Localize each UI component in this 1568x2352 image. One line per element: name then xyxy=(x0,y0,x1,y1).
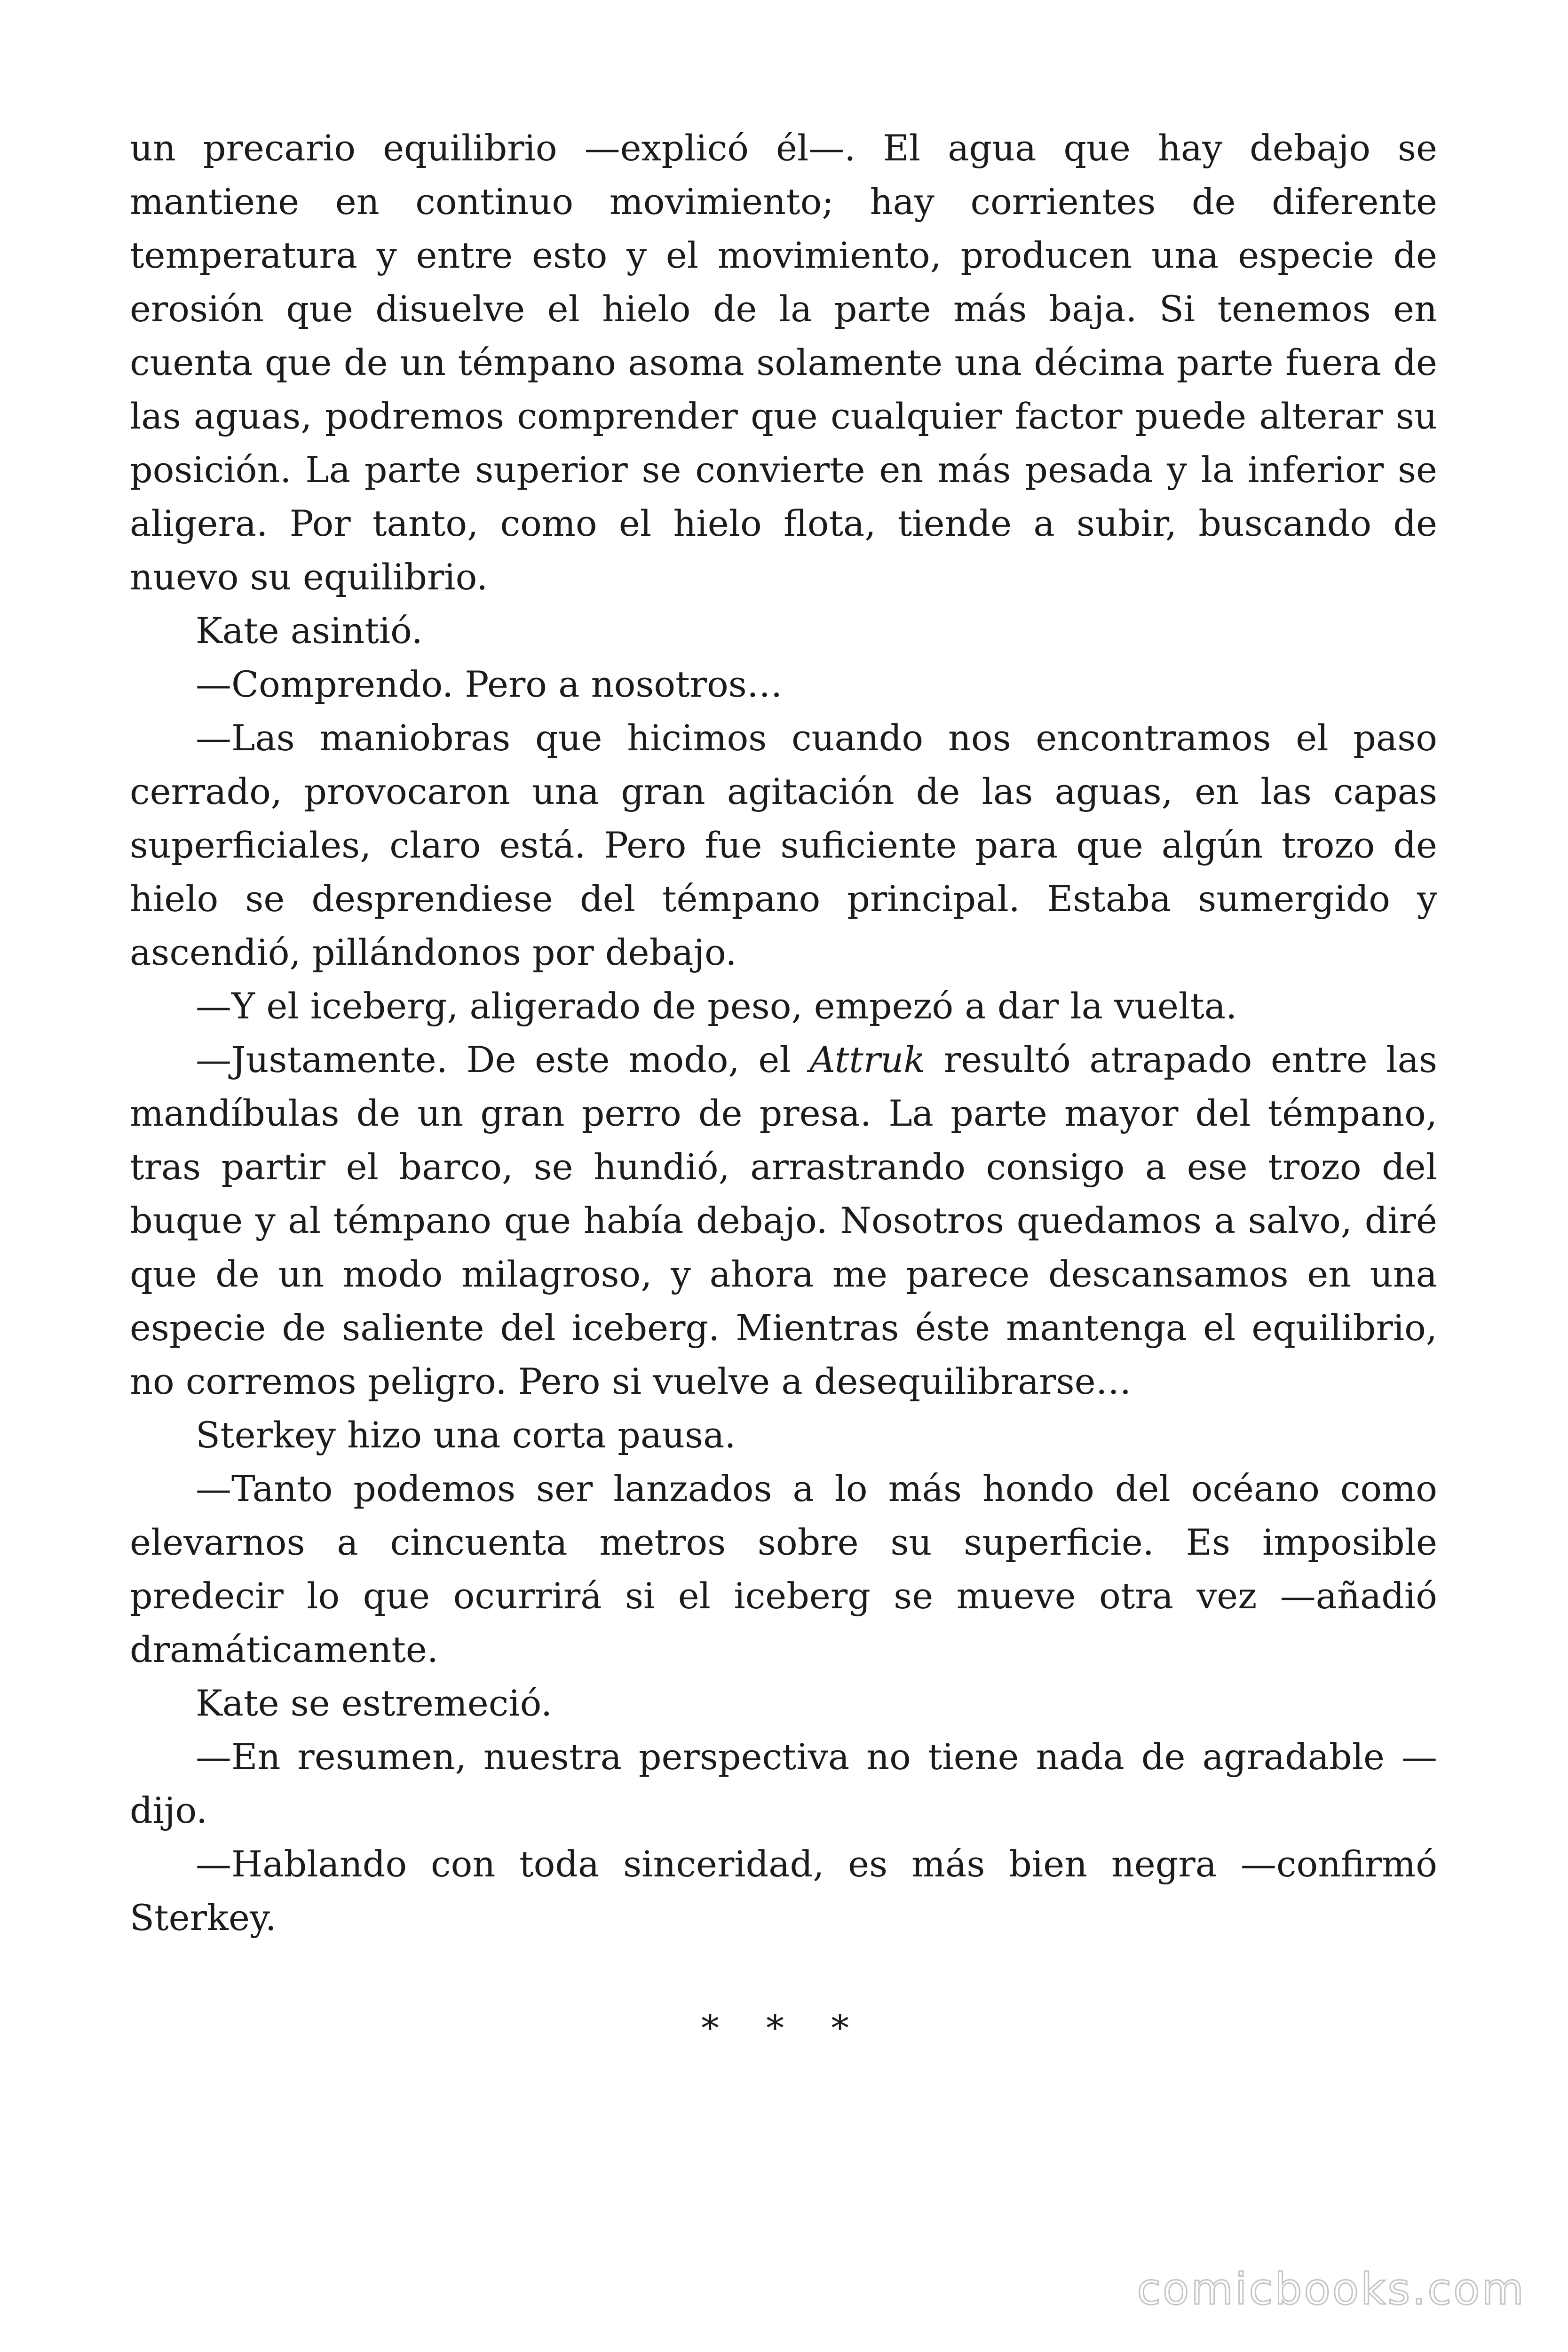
page-text-body xyxy=(130,121,1437,1945)
ship-name-italic: Attruk xyxy=(809,1039,926,1081)
paragraph-maniobras: —Las maniobras que hicimos cuando nos encontramos el paso cerrado, provocaron una gran agitación de las aguas, en las capas superficiales, claro está. Pero fue suficiente para que algún trozo de hielo se desprendiese del témpano principal. Estaba sumergido y ascendió, pillándonos por debajo. xyxy=(130,717,1437,973)
watermark: comicbooks.com xyxy=(1137,2264,1526,2314)
paragraph-comprendo: —Comprendo. Pero a nosotros… xyxy=(196,663,783,705)
paragraph-kate-estremecio: Kate se estremeció. xyxy=(196,1682,553,1724)
paragraph-justamente xyxy=(130,1033,1437,1408)
paragraph-hablando: —Hablando con toda sinceridad, es más bien negra —confirmó Sterkey. xyxy=(130,1843,1437,1939)
paragraph-continuation: un precario equilibrio —explicó él—. El agua que hay debajo se mantiene en continuo movimiento; hay corrientes de diferente temperatura y entre esto y el movimiento, producen una especie de erosión que disuelve el hielo de la parte más baja. Si tenemos en cuenta que de un témpano asoma solamente una décima parte fuera de las aguas, podremos comprender que cualquier factor puede alterar su posición. La parte superior se convierte en más pesada y la inferior se aligera. Por tanto, como el hielo flota, tiende a subir, buscando de nuevo su equilibrio. xyxy=(130,127,1437,598)
paragraph-en-resumen: —En resumen, nuestra perspectiva no tiene nada de agradable —dijo. xyxy=(130,1736,1437,1831)
paragraph-justamente-start: —Justamente. De este modo, el xyxy=(196,1039,810,1081)
paragraph-kate-asintio: Kate asintió. xyxy=(196,610,423,652)
paragraph-tanto-podemos: —Tanto podemos ser lanzados a lo más hondo del océano como elevarnos a cincuenta metros sobre su superficie. Es imposible predecir lo que ocurrirá si el iceberg se mueve otra vez —añadió dramáticamente. xyxy=(130,1468,1437,1670)
paragraph-sterkey-pausa: Sterkey hizo una corta pausa. xyxy=(196,1414,736,1456)
paragraph-justamente-end: resultó atrapado entre las mandíbulas de un gran perro de presa. La parte mayor del témpano, tras partir el barco, se hundió, arrastrando consigo a ese trozo del buque y al témpano que había debajo. Nosotros quedamos a salvo, diré que de un modo milagroso, y ahora me parece descansamos en una especie de saliente del iceberg. Mientras éste mantenga el equilibrio, no corremos peligro. Pero si vuelve a desequilibrarse… xyxy=(130,1039,1437,1402)
section-separator: * * * xyxy=(701,2007,867,2049)
paragraph-iceberg-vuelta: —Y el iceberg, aligerado de peso, empezó a dar la vuelta. xyxy=(196,985,1237,1027)
